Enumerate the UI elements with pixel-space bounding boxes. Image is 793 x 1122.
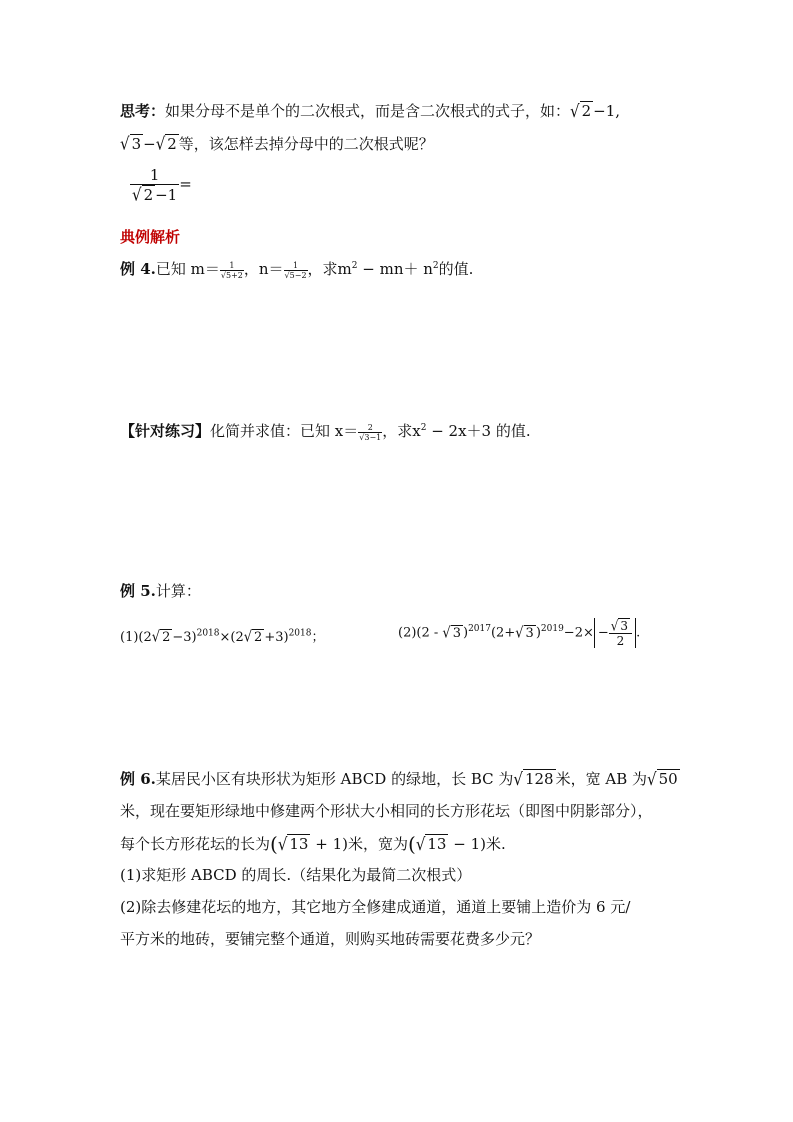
part-2-label: (2) (398, 625, 417, 641)
example-5 (120, 580, 680, 601)
m-fraction: $\frac{1}{√5+2}$ (220, 260, 243, 280)
ex6-question-2-line-1: (2)除去修建花坛的地方，其它地方全修建成通道，通道上要铺上造价为 6 元/ (120, 898, 631, 916)
ex5-part-1: (1)(2√ 2 −3)$^{2018}$×(2√ 2 +3)$^{2018}$； (120, 628, 325, 647)
ex6-text-2: 米，宽 AB 为 (555, 770, 647, 788)
ex6-line-3: 每个长方形花坛的长为(√ 13 + 1)米，宽为(√ 13 − 1)米. (120, 832, 506, 856)
practice-sup: 2 (420, 423, 427, 433)
think-line-1 (120, 100, 680, 121)
ex6-text-5: 米. (485, 835, 506, 853)
think-fraction (130, 166, 690, 204)
think-text-1: 如果分母不是单个的二次根式，而是含二次根式的式子，如： (165, 102, 571, 120)
equals-sign: = (179, 175, 192, 193)
practice (120, 420, 680, 442)
ex6-line-2: 米，现在要矩形绿地中修建两个形状大小相同的长方形花坛（即图中阴影部分）， (120, 802, 653, 820)
ex6-text-3: 每个长方形花坛的长为 (120, 835, 271, 853)
ex4-text-2: ，n＝ (243, 260, 284, 278)
practice-text-1: 化简并求值：已知 x＝ (210, 422, 359, 440)
example-4-label: 例 4. (120, 260, 156, 278)
absolute-value: − $\frac{√ 3}{2}$ (594, 618, 636, 648)
practice-label: 【针对练习】 (120, 422, 211, 440)
sqrt-50: √ 50 (647, 768, 678, 790)
section-title: 典例解析 (120, 228, 181, 246)
example-4 (120, 258, 680, 280)
ex6-text-1: 某居民小区有块形状为矩形 ABCD 的绿地，长 BC 为 (155, 770, 514, 788)
sqrt-128: √ 128 (513, 768, 554, 790)
example-5-label: 例 5. (120, 582, 156, 600)
ex4-text-3: ，求m (307, 260, 352, 278)
ex6-question-1: (1)求矩形 ABCD 的周长.（结果化为最简二次根式） (120, 866, 472, 884)
x-fraction: $\frac{2}{√3-1}$ (359, 422, 382, 442)
think-line-2 (120, 133, 680, 154)
ex4-text-4: − mn＋ n (357, 260, 433, 278)
sqrt-expression: √ 2 (570, 100, 592, 122)
part-1-label: (1) (120, 630, 139, 645)
practice-text-2: ，求x (382, 422, 421, 440)
practice-text-3: − 2x＋3 的值. (426, 422, 531, 440)
ex4-sup-2: 2 (432, 261, 439, 271)
minus-sign: − (143, 135, 156, 153)
ex4-text-5: 的值. (438, 260, 474, 278)
think-label: 思考： (120, 102, 166, 120)
ex6-line-1 (120, 768, 680, 789)
ex5-text: 计算： (155, 582, 201, 600)
sqrt-2: √ 2 (155, 133, 177, 155)
fraction-1-over-sqrt2-minus-1: $\frac{1}{√ 2 -1}$ (132, 166, 178, 206)
n-fraction: $\frac{1}{√5-2}$ (284, 260, 307, 280)
example-6-label: 例 6. (120, 770, 156, 788)
ex5-part-2: (2)(2 - √ 3 )$^{2017}$(2+√ 3 )$^{2019}$−2× − $\frac{√ 3}{2}$ . (398, 617, 641, 648)
sqrt-3: √ 3 (120, 133, 142, 155)
think-text-2: 等，该怎样去掉分母中的二次根式呢？ (178, 135, 434, 153)
ex6-question-2-line-2: 平方米的地砖，要铺完整个通道，则购买地砖需要花费多少元？ (120, 930, 541, 948)
ex4-sup-1: 2 (351, 261, 358, 271)
ex4-text-1: 已知 m＝ (155, 260, 220, 278)
think-expr-tail: −1, (593, 102, 621, 120)
ex6-text-4: 米，宽为 (347, 835, 408, 853)
